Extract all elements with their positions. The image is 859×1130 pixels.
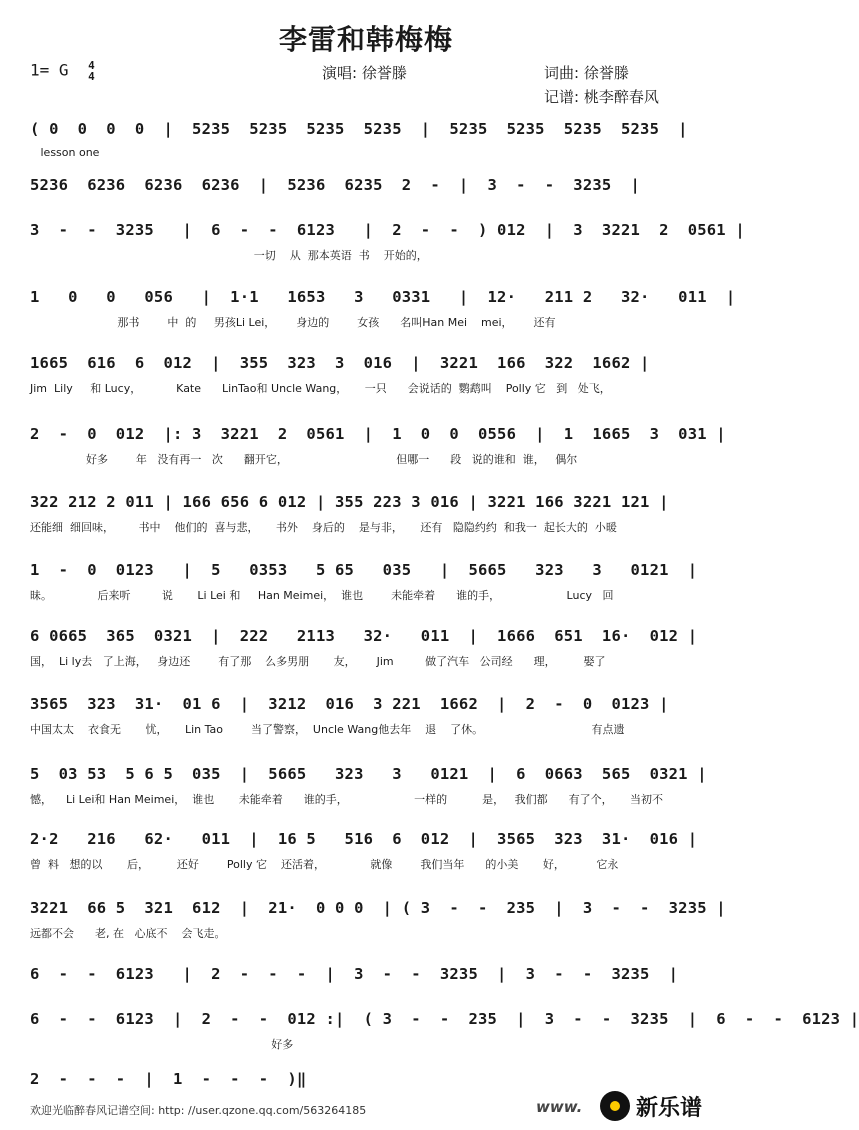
score-line bbox=[30, 221, 745, 281]
score-line-notes: 2 - - - | 1 - - - )‖ bbox=[30, 1070, 307, 1088]
time-signature-top: 4 bbox=[88, 59, 95, 72]
score-line bbox=[30, 1010, 859, 1070]
site-logo bbox=[600, 1088, 724, 1124]
score-line bbox=[30, 425, 726, 485]
score-line-notes: 6 0665 365 0321 | 222 2113 32· 011 | 1666 651 16· 012 | bbox=[30, 627, 698, 645]
score-line-lyrics: 还能细 细回味， 书中 他们的 喜与悲， 书外 身后的 是与非， 还有 隐隐约约 和我一 起长大的 小暖 bbox=[30, 521, 617, 534]
time-signature-bottom: 4 bbox=[88, 70, 95, 83]
watermark: www. bbox=[536, 1098, 583, 1116]
key-signature bbox=[30, 60, 95, 82]
score-line bbox=[30, 627, 698, 687]
score-line bbox=[30, 120, 694, 180]
score-line bbox=[30, 288, 736, 348]
score-line-notes: 1 0 0 056 | 1·1 1653 3 0331 | 12· 211 2 32· 011 | bbox=[30, 288, 736, 306]
score-line-notes: 3221 66 5 321 612 | 21· 0 0 0 | ( 3 - - 235 | 3 - - 3235 | bbox=[30, 899, 726, 917]
score-line-lyrics: Jim Lily 和 Lucy， Kate LinTao和 Uncle Wang， 一只 会说话的 鹦鹉叫 Polly 它 到 处飞， bbox=[30, 382, 611, 395]
score-line bbox=[30, 695, 694, 755]
composer-credit: 词曲: 徐誉滕 bbox=[544, 64, 629, 82]
score-line-lyrics: 远都不会 老, 在 心底不 会飞走。 bbox=[30, 927, 226, 940]
score-line-notes: 1665 616 6 012 | 355 323 3 016 | 3221 166 322 1662 | bbox=[30, 354, 650, 372]
score-line-lyrics: 昧。 后来听 说 Li Lei 和 Han Meimei， 谁也 未能牵着 谁的手， Lucy 回 bbox=[30, 589, 614, 602]
score-line-lyrics: lesson one bbox=[30, 146, 100, 159]
score-line-lyrics: 憾， Li Lei和 Han Meimei， 谁也 未能牵着 谁的手， 一样的 是， 我们都 有了个， 当初不 bbox=[30, 793, 664, 806]
score-line-lyrics: 好多 bbox=[30, 1038, 294, 1051]
singer-credit: 演唱: 徐誉滕 bbox=[322, 64, 407, 82]
footer-link-text: 欢迎光临醉春风记谱空间: http: //user.qzone.qq.com/563264185 bbox=[30, 1104, 367, 1117]
score-line-notes: 3 - - 3235 | 6 - - 6123 | 2 - - ) 012 | 3 3221 2 0561 | bbox=[30, 221, 745, 239]
score-line-notes: 322 212 2 011 | 166 656 6 012 | 355 223 3 016 | 3221 166 3221 121 | bbox=[30, 493, 669, 511]
score-line-lyrics: 一切 从 那本英语 书 开始的， bbox=[30, 249, 428, 262]
score-line-lyrics: 曾 料 想的以 后， 还好 Polly 它 还活着， 就像 我们当年 的小美 好， 它永 bbox=[30, 858, 619, 871]
score-line bbox=[30, 830, 698, 890]
score-line-notes: 6 - - 6123 | 2 - - - | 3 - - 3235 | 3 - - 3235 | bbox=[30, 965, 679, 983]
logo-text: 新乐谱 bbox=[636, 1095, 703, 1121]
score-line bbox=[30, 1070, 694, 1130]
score-line-lyrics: 那书 中 的 男孩Li Lei， 身边的 女孩 名叫Han Mei mei， 还有 bbox=[30, 316, 556, 329]
score-line-lyrics: 国， Li ly去 了上海， 身边还 有了那 么多男朋 友， Jim 做了汽车 公司经 理， 娶了 bbox=[30, 655, 606, 668]
score-line-notes: 2 - 0 012 |: 3 3221 2 0561 | 1 0 0 0556 | 1 1665 3 031 | bbox=[30, 425, 726, 443]
record-icon bbox=[600, 1091, 630, 1121]
time-signature bbox=[88, 60, 95, 82]
score-line-notes: ( 0 0 0 0 | 5235 5235 5235 5235 | 5235 5235 5235 5235 | bbox=[30, 120, 688, 138]
score-line bbox=[30, 354, 694, 414]
score-line-lyrics: 好多 年 没有再一 次 翻开它， 但哪一 段 说的谁和 谁， 偶尔 bbox=[30, 453, 578, 466]
score-line-notes: 1 - 0 0123 | 5 0353 5 65 035 | 5665 323 3 0121 | bbox=[30, 561, 698, 579]
score-line bbox=[30, 765, 707, 825]
score-line bbox=[30, 899, 726, 959]
score-line-notes: 6 - - 6123 | 2 - - 012 :| ( 3 - - 235 | 3 - - 3235 | 6 - - 6123 | bbox=[30, 1010, 859, 1028]
score-line-notes: 2·2 216 62· 011 | 16 5 516 6 012 | 3565 323 31· 016 | bbox=[30, 830, 698, 848]
transcriber-credit: 记谱: 桃李醉春风 bbox=[544, 88, 659, 106]
score-line-notes: 5 03 53 5 6 5 035 | 5665 323 3 0121 | 6 0663 565 0321 | bbox=[30, 765, 707, 783]
score-line bbox=[30, 493, 694, 553]
score-line-notes: 5236 6236 6236 6236 | 5236 6235 2 - | 3 - - 3235 | bbox=[30, 176, 641, 194]
score-line-notes: 3565 323 31· 01 6 | 3212 016 3 221 1662 | 2 - 0 0123 | bbox=[30, 695, 669, 713]
score-line bbox=[30, 561, 698, 621]
key-label: 1= G bbox=[30, 60, 69, 80]
score-line-lyrics: 中国太太 衣食无 忧， Lin Tao 当了警察， Uncle Wang他去年 退 了休。 有点遗 bbox=[30, 723, 625, 736]
song-title: 李雷和韩梅梅 bbox=[278, 23, 453, 56]
